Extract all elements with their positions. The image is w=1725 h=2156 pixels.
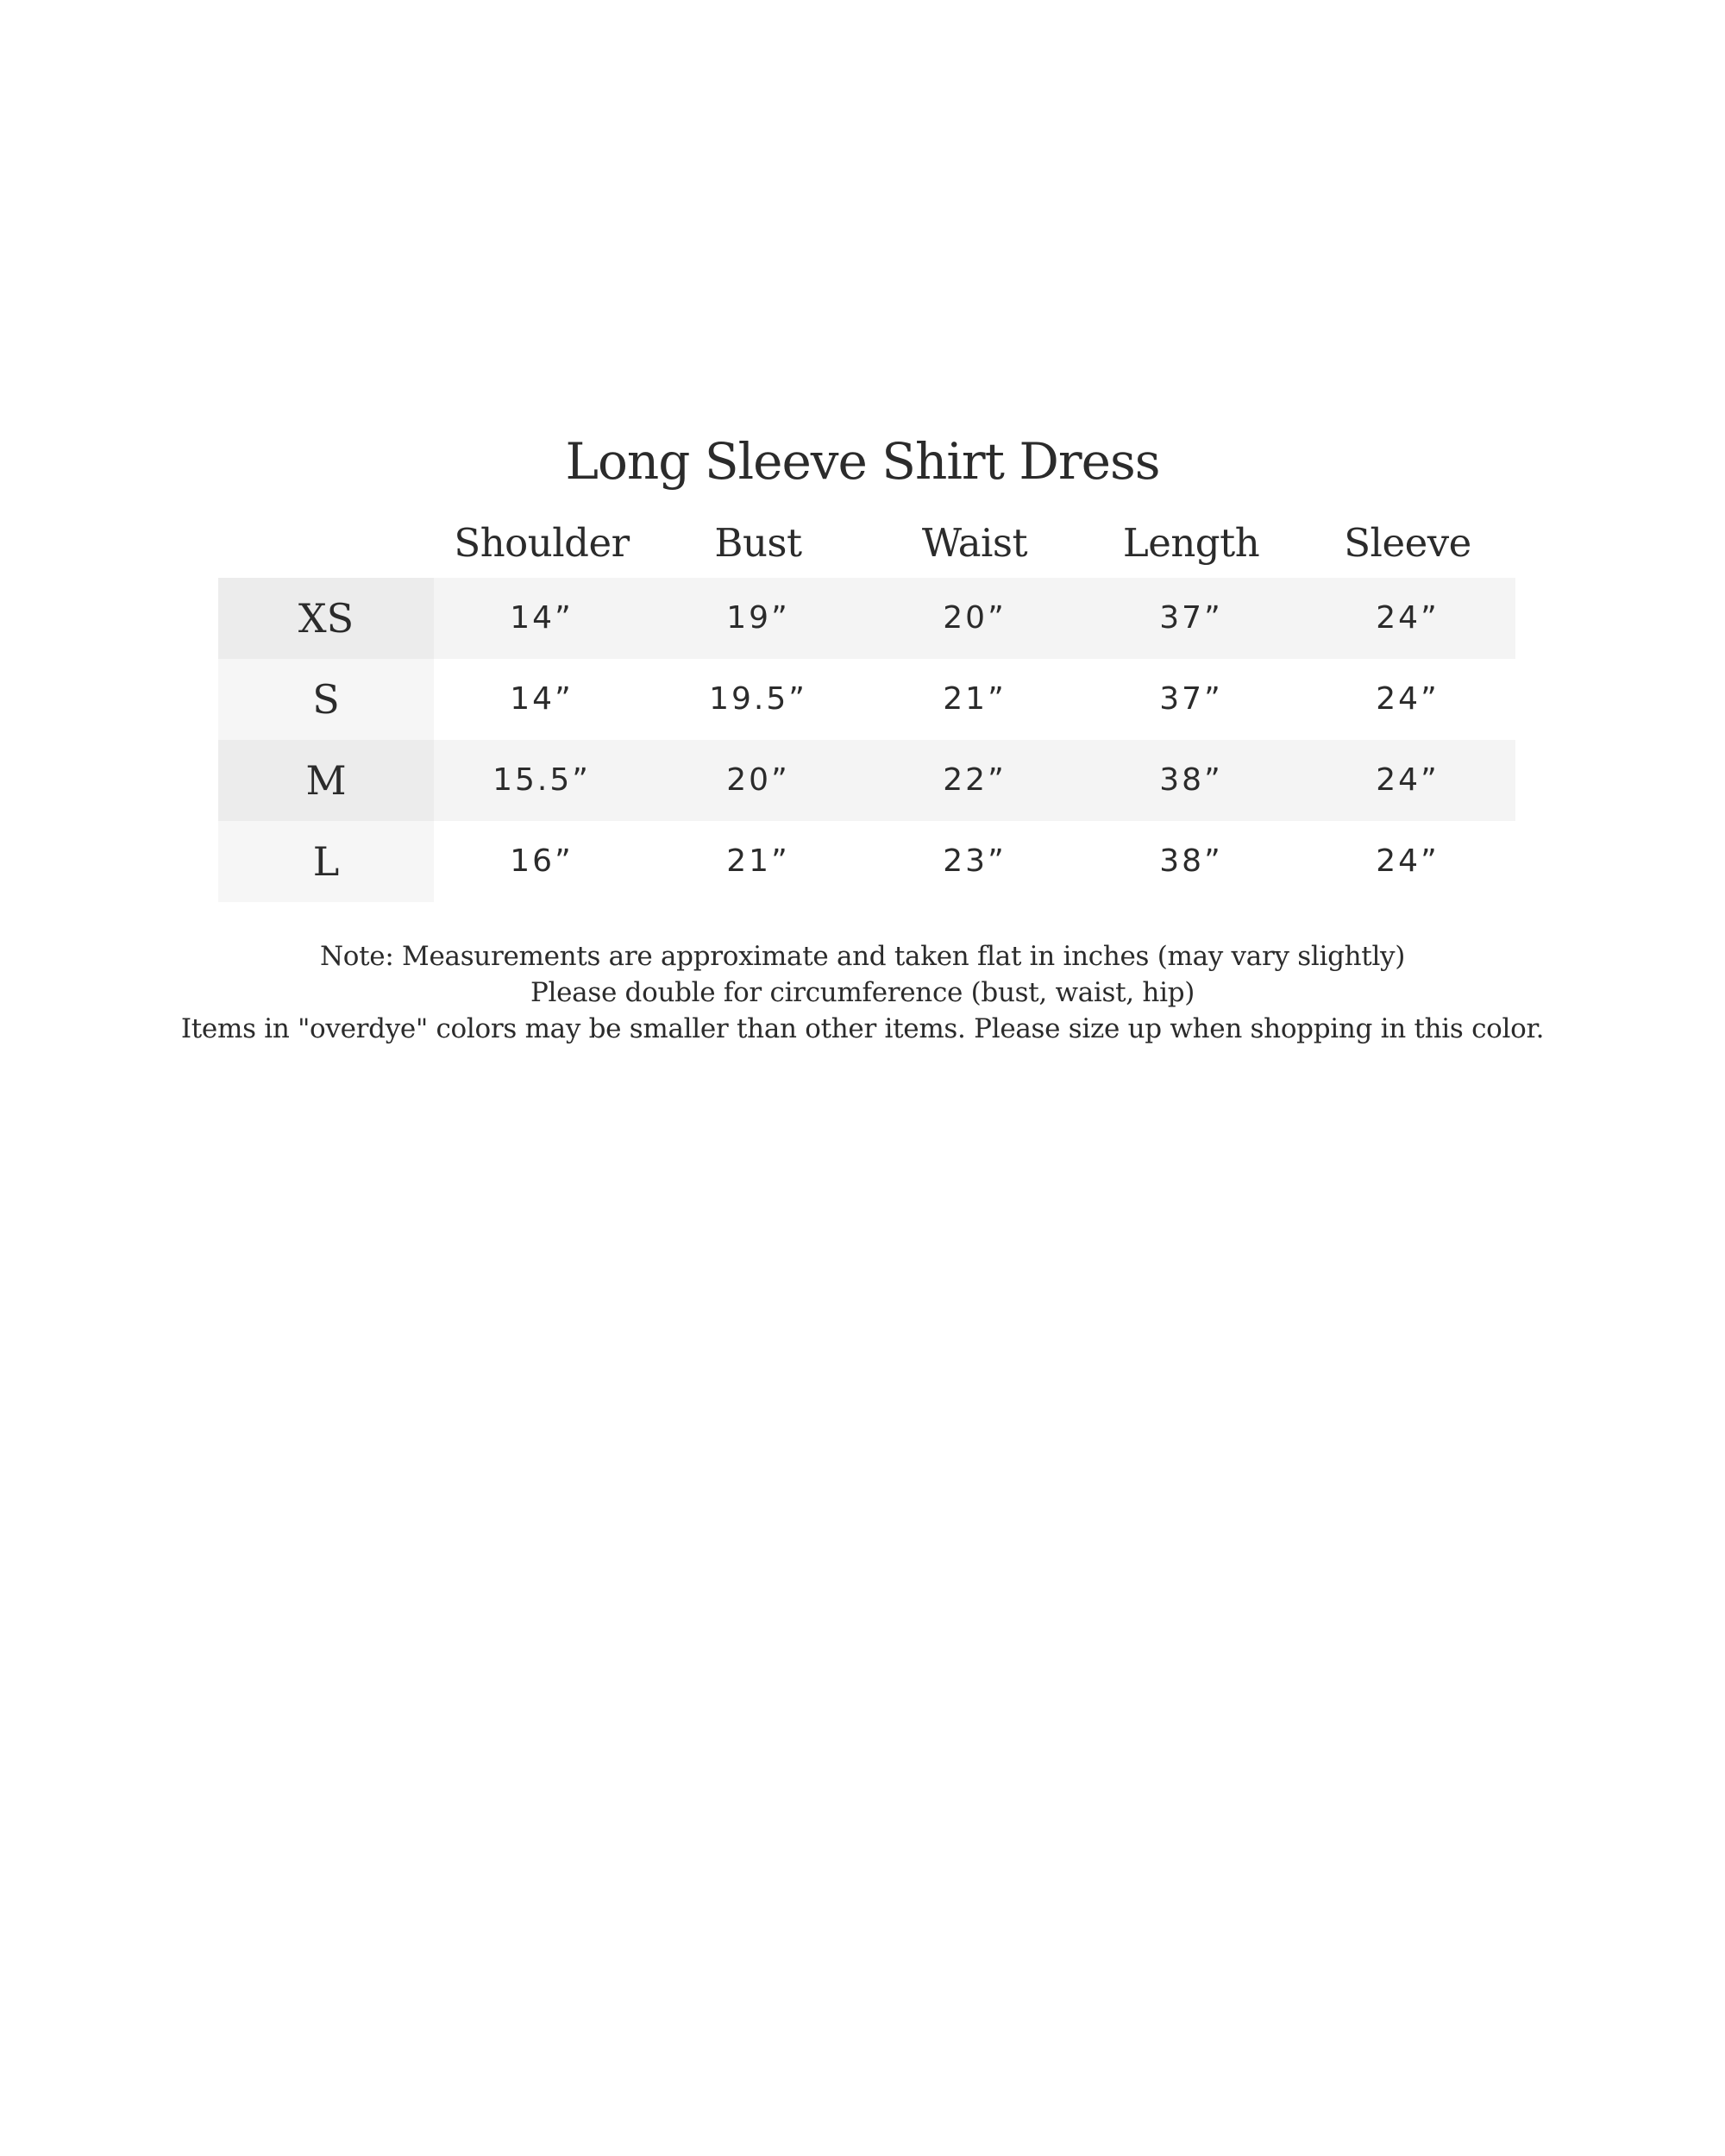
cell-bust: 20” [726,762,790,798]
size-label: S [218,659,434,740]
table-row-s [218,659,1515,740]
cell-bust: 19” [726,600,790,636]
note-line-approximate: Note: Measurements are approximate and taken flat in inches (may vary slightly) [319,941,1406,972]
column-header-length: Length [1122,520,1260,566]
cell-sleeve: 24” [1376,843,1440,879]
table-row-m [218,740,1515,821]
table-row-xs [218,578,1515,659]
column-header-bust: Bust [714,520,802,566]
cell-bust: 19.5” [709,681,807,717]
cell-length: 37” [1159,600,1223,636]
column-header-waist: Waist [921,520,1028,566]
cell-sleeve: 24” [1376,600,1440,636]
column-header-sleeve: Sleeve [1344,520,1471,566]
measurement-notes [0,938,1725,1047]
column-header-shoulder: Shoulder [454,520,630,566]
cell-shoulder: 14” [510,600,574,636]
cell-shoulder: 14” [510,681,574,717]
size-label: M [218,740,434,821]
cell-waist: 23” [943,843,1007,879]
cell-sleeve: 24” [1376,762,1440,798]
size-label: L [218,821,434,902]
cell-length: 37” [1159,681,1223,717]
cell-waist: 22” [943,762,1007,798]
size-label: XS [218,578,434,659]
cell-waist: 20” [943,600,1007,636]
size-chart-table [218,509,1515,885]
note-line-overdye: Items in "overdye" colors may be smaller than other items. Please size up when shopping in this color. [180,1013,1545,1044]
table-body [218,578,1515,902]
cell-length: 38” [1159,762,1223,798]
chart-title: Long Sleeve Shirt Dress [565,432,1160,491]
cell-shoulder: 15.5” [492,762,591,798]
table-header-row [218,509,1515,578]
cell-sleeve: 24” [1376,681,1440,717]
cell-waist: 21” [943,681,1007,717]
cell-shoulder: 16” [510,843,574,879]
cell-bust: 21” [726,843,790,879]
cell-length: 38” [1159,843,1223,879]
note-line-circumference: Please double for circumference (bust, waist, hip) [530,977,1195,1008]
table-row-l [218,821,1515,902]
